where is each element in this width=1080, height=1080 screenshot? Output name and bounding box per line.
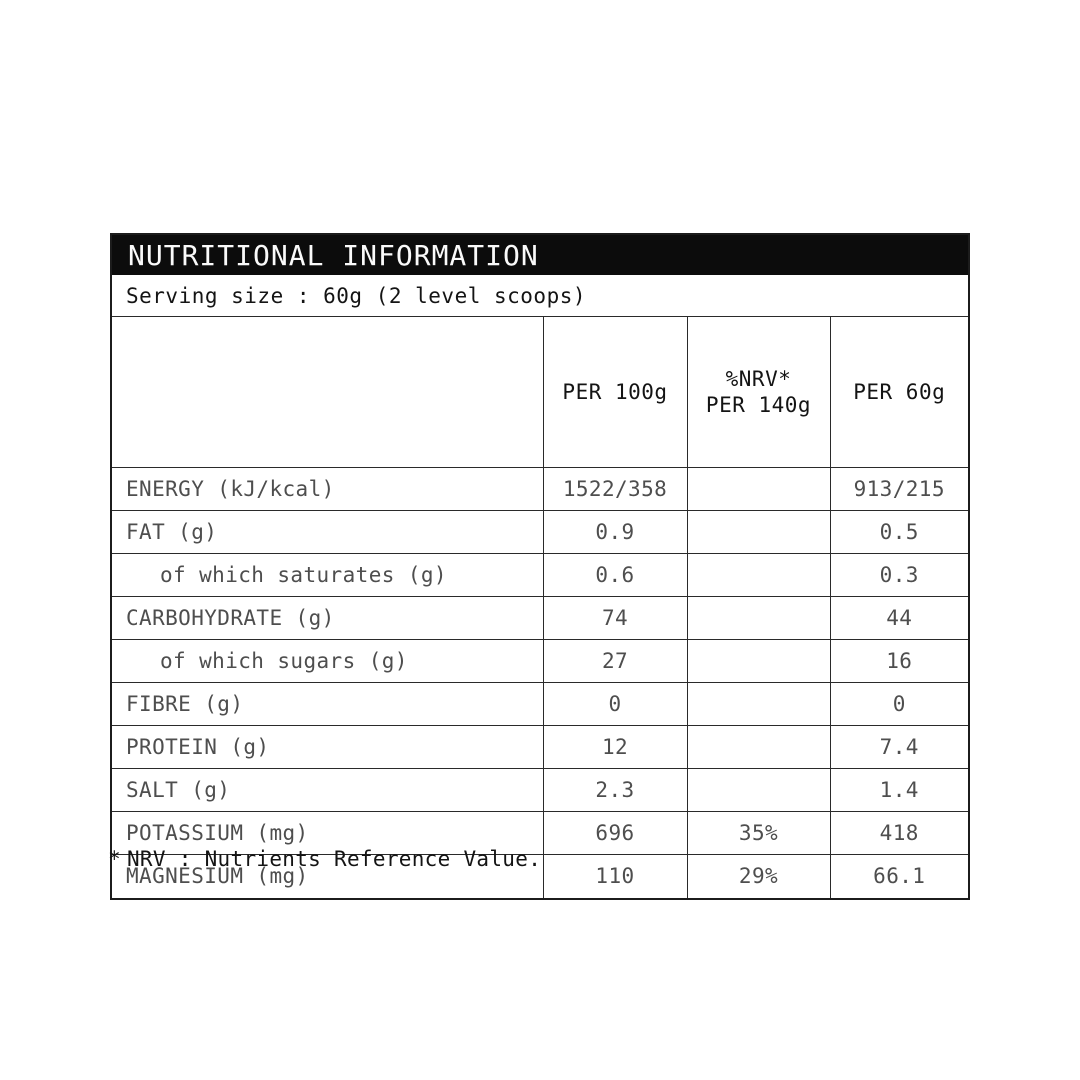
nutrient-label: FIBRE (g) bbox=[112, 683, 543, 726]
column-header-per-60g: PER 60g bbox=[830, 317, 968, 468]
footnote-text: NRV : Nutrients Reference Value. bbox=[126, 847, 542, 871]
table-row-salt bbox=[112, 769, 968, 812]
table-row-carbohydrate bbox=[112, 597, 968, 640]
value-per-100g: 74 bbox=[543, 597, 687, 640]
value-nrv bbox=[687, 511, 830, 554]
column-header-blank bbox=[112, 317, 543, 468]
value-per-100g: 0.9 bbox=[543, 511, 687, 554]
column-header-per-100g: PER 100g bbox=[543, 317, 687, 468]
value-nrv bbox=[687, 769, 830, 812]
value-nrv bbox=[687, 640, 830, 683]
nutrient-label: of which sugars (g) bbox=[112, 640, 543, 683]
value-nrv bbox=[687, 554, 830, 597]
nrv-header-line2: PER 140g bbox=[705, 393, 812, 417]
value-per-100g: 110 bbox=[543, 855, 687, 898]
value-nrv bbox=[687, 468, 830, 511]
nutrient-label: ENERGY (kJ/kcal) bbox=[112, 468, 543, 511]
nutrient-label: SALT (g) bbox=[112, 769, 543, 812]
table-row-sugars bbox=[112, 640, 968, 683]
table-row-fibre bbox=[112, 683, 968, 726]
value-per-60g: 1.4 bbox=[830, 769, 968, 812]
value-per-60g: 0 bbox=[830, 683, 968, 726]
value-per-60g: 0.3 bbox=[830, 554, 968, 597]
value-per-100g: 2.3 bbox=[543, 769, 687, 812]
value-nrv: 35% bbox=[687, 812, 830, 855]
table-row-energy bbox=[112, 468, 968, 511]
nutrient-label: FAT (g) bbox=[112, 511, 543, 554]
value-per-60g: 0.5 bbox=[830, 511, 968, 554]
nutrition-table bbox=[110, 233, 970, 900]
value-per-100g: 1522/358 bbox=[543, 468, 687, 511]
value-nrv bbox=[687, 683, 830, 726]
value-per-100g: 27 bbox=[543, 640, 687, 683]
value-per-60g: 913/215 bbox=[830, 468, 968, 511]
value-nrv: 29% bbox=[687, 855, 830, 898]
table-row-fat bbox=[112, 511, 968, 554]
nutrient-label: PROTEIN (g) bbox=[112, 726, 543, 769]
nutrient-label: CARBOHYDRATE (g) bbox=[112, 597, 543, 640]
value-per-60g: 16 bbox=[830, 640, 968, 683]
value-per-100g: 12 bbox=[543, 726, 687, 769]
table-row-protein bbox=[112, 726, 968, 769]
footnote-asterisk: * bbox=[108, 847, 121, 871]
table-row-saturates bbox=[112, 554, 968, 597]
value-per-100g: 0.6 bbox=[543, 554, 687, 597]
value-per-60g: 44 bbox=[830, 597, 968, 640]
value-nrv bbox=[687, 597, 830, 640]
nutrient-label: MAGNESIUM (mg) bbox=[112, 855, 543, 898]
nutrient-label: of which saturates (g) bbox=[112, 554, 543, 597]
value-per-100g: 0 bbox=[543, 683, 687, 726]
value-per-60g: 66.1 bbox=[830, 855, 968, 898]
table-title: NUTRITIONAL INFORMATION bbox=[128, 238, 539, 272]
value-per-60g: 7.4 bbox=[830, 726, 968, 769]
nrv-header-line1: %NRV* bbox=[725, 367, 792, 391]
value-per-100g: 696 bbox=[543, 812, 687, 855]
nutrient-label: POTASSIUM (mg) bbox=[112, 812, 543, 855]
value-nrv bbox=[687, 726, 830, 769]
serving-size-row bbox=[112, 275, 968, 317]
serving-size-text: Serving size : 60g (2 level scoops) bbox=[126, 283, 587, 308]
value-per-60g: 418 bbox=[830, 812, 968, 855]
column-header-row bbox=[112, 317, 968, 468]
table-title-bar bbox=[112, 235, 968, 275]
nrv-footnote bbox=[108, 844, 541, 874]
column-header-nrv bbox=[687, 317, 830, 468]
nutrition-grid bbox=[112, 317, 968, 898]
